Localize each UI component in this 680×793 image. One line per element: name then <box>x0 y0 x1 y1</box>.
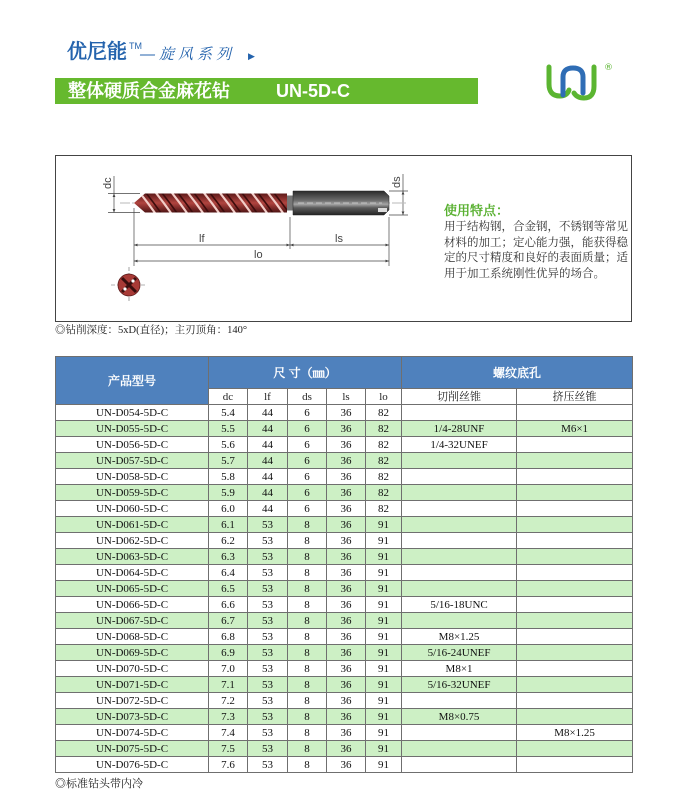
model-header: 产品型号 <box>56 357 209 405</box>
table-row <box>56 549 633 565</box>
dc-cell: 6.2 <box>209 533 248 549</box>
forming-tap-cell <box>517 405 633 421</box>
ds-cell: 8 <box>288 677 327 693</box>
table-row <box>56 453 633 469</box>
lf-cell: 53 <box>248 645 288 661</box>
lf-cell: 44 <box>248 437 288 453</box>
model-cell: UN-D075-5D-C <box>56 741 209 757</box>
ls-cell: 36 <box>327 613 366 629</box>
lf-cell: 53 <box>248 725 288 741</box>
dc-cell: 6.5 <box>209 581 248 597</box>
table-row <box>56 565 633 581</box>
dc-cell: 7.0 <box>209 661 248 677</box>
drill-flute <box>132 193 290 213</box>
cutting-tap-cell <box>402 453 517 469</box>
ls-cell: 36 <box>327 757 366 773</box>
dc-cell: 5.5 <box>209 421 248 437</box>
lo-cell: 91 <box>366 613 402 629</box>
ds-cell: 6 <box>288 469 327 485</box>
ls-cell: 36 <box>327 581 366 597</box>
cutting-tap-cell <box>402 405 517 421</box>
model-cell: UN-D060-5D-C <box>56 501 209 517</box>
features-line: 用于加工系统刚性优异的场合。 <box>444 267 605 280</box>
drill-end-view-icon <box>111 267 147 303</box>
ls-cell: 36 <box>327 517 366 533</box>
ls-cell: 36 <box>327 693 366 709</box>
ds-cell: 8 <box>288 581 327 597</box>
ls-cell: 36 <box>327 709 366 725</box>
lo-cell: 91 <box>366 533 402 549</box>
table-row <box>56 709 633 725</box>
dc-cell: 6.7 <box>209 613 248 629</box>
features-description <box>444 220 630 282</box>
product-figure <box>55 155 632 322</box>
dc-label: dc <box>102 177 114 189</box>
lo-header: lo <box>366 389 402 405</box>
lo-label: lo <box>254 249 263 261</box>
table-row <box>56 581 633 597</box>
table-body <box>56 405 633 773</box>
table-row <box>56 629 633 645</box>
ls-cell: 36 <box>327 501 366 517</box>
model-cell: UN-D074-5D-C <box>56 725 209 741</box>
cutting-tap-cell <box>402 757 517 773</box>
dc-cell: 7.3 <box>209 709 248 725</box>
ls-cell: 36 <box>327 485 366 501</box>
lf-cell: 44 <box>248 421 288 437</box>
ls-cell: 36 <box>327 629 366 645</box>
forming-tap-cell <box>517 693 633 709</box>
model-cell: UN-D063-5D-C <box>56 549 209 565</box>
dc-cell: 7.6 <box>209 757 248 773</box>
forming-tap-header: 挤压丝锥 <box>517 389 633 405</box>
model-cell: UN-D076-5D-C <box>56 757 209 773</box>
dc-cell: 6.0 <box>209 501 248 517</box>
product-code: UN-5D-C <box>276 81 350 101</box>
lf-cell: 53 <box>248 533 288 549</box>
lf-header: lf <box>248 389 288 405</box>
ls-cell: 36 <box>327 533 366 549</box>
lf-label: lf <box>199 233 205 245</box>
lo-cell: 82 <box>366 453 402 469</box>
ls-cell: 36 <box>327 405 366 421</box>
table-row <box>56 645 633 661</box>
model-cell: UN-D057-5D-C <box>56 453 209 469</box>
lf-cell: 53 <box>248 517 288 533</box>
table-row <box>56 485 633 501</box>
dc-cell: 5.7 <box>209 453 248 469</box>
table-row <box>56 469 633 485</box>
ds-cell: 8 <box>288 741 327 757</box>
dc-cell: 7.2 <box>209 693 248 709</box>
lf-cell: 53 <box>248 565 288 581</box>
ds-cell: 8 <box>288 597 327 613</box>
cutting-tap-cell: M8×0.75 <box>402 709 517 725</box>
table-row <box>56 421 633 437</box>
dc-cell: 5.8 <box>209 469 248 485</box>
lo-cell: 91 <box>366 741 402 757</box>
ds-cell: 8 <box>288 565 327 581</box>
cutting-tap-header: 切削丝锥 <box>402 389 517 405</box>
cutting-tap-cell <box>402 485 517 501</box>
ls-cell: 36 <box>327 661 366 677</box>
brand-name: 优尼能 <box>67 41 127 63</box>
lo-cell: 82 <box>366 421 402 437</box>
dc-cell: 6.4 <box>209 565 248 581</box>
table-row <box>56 725 633 741</box>
lo-cell: 82 <box>366 405 402 421</box>
forming-tap-cell <box>517 677 633 693</box>
forming-tap-cell <box>517 485 633 501</box>
model-cell: UN-D065-5D-C <box>56 581 209 597</box>
lo-cell: 82 <box>366 501 402 517</box>
model-cell: UN-D067-5D-C <box>56 613 209 629</box>
ds-cell: 8 <box>288 661 327 677</box>
ls-label: ls <box>335 233 343 245</box>
table-row <box>56 517 633 533</box>
forming-tap-cell: M6×1 <box>517 421 633 437</box>
ds-cell: 6 <box>288 437 327 453</box>
cutting-tap-cell: 1/4-28UNF <box>402 421 517 437</box>
lf-cell: 53 <box>248 757 288 773</box>
model-cell: UN-D059-5D-C <box>56 485 209 501</box>
ds-cell: 8 <box>288 549 327 565</box>
drill-neck <box>287 196 293 211</box>
lo-cell: 91 <box>366 629 402 645</box>
features-line: 定的尺寸精度和良好的表面质量；适 <box>444 252 628 264</box>
ls-cell: 36 <box>327 645 366 661</box>
model-cell: UN-D054-5D-C <box>56 405 209 421</box>
cutting-tap-cell <box>402 693 517 709</box>
forming-tap-cell <box>517 517 633 533</box>
model-cell: UN-D061-5D-C <box>56 517 209 533</box>
model-cell: UN-D068-5D-C <box>56 629 209 645</box>
model-cell: UN-D070-5D-C <box>56 661 209 677</box>
lf-cell: 53 <box>248 613 288 629</box>
cutting-tap-cell <box>402 741 517 757</box>
forming-tap-cell <box>517 645 633 661</box>
cutting-tap-cell: M8×1.25 <box>402 629 517 645</box>
forming-tap-cell <box>517 469 633 485</box>
lo-cell: 91 <box>366 757 402 773</box>
dc-cell: 7.5 <box>209 741 248 757</box>
cutting-tap-cell <box>402 725 517 741</box>
lo-cell: 82 <box>366 469 402 485</box>
dc-cell: 6.1 <box>209 517 248 533</box>
lf-cell: 44 <box>248 485 288 501</box>
table-row <box>56 693 633 709</box>
model-cell: UN-D066-5D-C <box>56 597 209 613</box>
coolant-hole <box>123 287 126 290</box>
cutting-tap-cell <box>402 613 517 629</box>
cutting-tap-cell: M8×1 <box>402 661 517 677</box>
lo-cell: 91 <box>366 565 402 581</box>
table-row <box>56 757 633 773</box>
forming-tap-cell <box>517 597 633 613</box>
lo-cell: 82 <box>366 437 402 453</box>
table-row <box>56 597 633 613</box>
dc-header: dc <box>209 389 248 405</box>
forming-tap-cell <box>517 533 633 549</box>
cutting-tap-cell <box>402 549 517 565</box>
forming-tap-cell <box>517 565 633 581</box>
table-header-row <box>56 357 633 389</box>
ls-cell: 36 <box>327 453 366 469</box>
features-line: 用于结构钢，合金钢，不锈钢等常见 <box>444 221 628 233</box>
lo-cell: 91 <box>366 677 402 693</box>
dc-cell: 6.3 <box>209 549 248 565</box>
cutting-tap-cell: 5/16-24UNEF <box>402 645 517 661</box>
dc-cell: 6.8 <box>209 629 248 645</box>
lo-cell: 91 <box>366 581 402 597</box>
cutting-tap-cell <box>402 533 517 549</box>
lo-cell: 91 <box>366 517 402 533</box>
model-cell: UN-D064-5D-C <box>56 565 209 581</box>
lf-cell: 53 <box>248 629 288 645</box>
table-row <box>56 533 633 549</box>
table-row <box>56 677 633 693</box>
ds-cell: 8 <box>288 645 327 661</box>
dc-cell: 5.9 <box>209 485 248 501</box>
lf-cell: 53 <box>248 677 288 693</box>
lo-cell: 91 <box>366 661 402 677</box>
ds-cell: 8 <box>288 709 327 725</box>
ds-cell: 8 <box>288 725 327 741</box>
series-name: —旋风系列 <box>140 46 236 63</box>
ds-cell: 8 <box>288 533 327 549</box>
ds-label: ds <box>391 176 403 188</box>
registered-mark: ® <box>604 63 613 73</box>
ds-cell: 8 <box>288 757 327 773</box>
model-cell: UN-D062-5D-C <box>56 533 209 549</box>
cutting-tap-cell <box>402 517 517 533</box>
cutting-tap-cell <box>402 469 517 485</box>
lf-cell: 53 <box>248 709 288 725</box>
spec-table <box>55 356 633 773</box>
lo-cell: 91 <box>366 725 402 741</box>
internal-coolant-note: ◎标准钻头带内冷 <box>55 778 143 790</box>
lo-cell: 91 <box>366 549 402 565</box>
dc-cell: 7.4 <box>209 725 248 741</box>
trademark-mark: TM <box>129 41 142 51</box>
lf-cell: 53 <box>248 661 288 677</box>
ls-cell: 36 <box>327 421 366 437</box>
lf-cell: 53 <box>248 549 288 565</box>
model-cell: UN-D056-5D-C <box>56 437 209 453</box>
model-cell: UN-D058-5D-C <box>56 469 209 485</box>
ds-header: ds <box>288 389 327 405</box>
forming-tap-cell <box>517 709 633 725</box>
lf-cell: 53 <box>248 693 288 709</box>
dc-cell: 6.6 <box>209 597 248 613</box>
ds-cell: 6 <box>288 501 327 517</box>
product-name: 整体硬质合金麻花钻 <box>68 81 230 101</box>
forming-tap-cell <box>517 629 633 645</box>
forming-tap-cell <box>517 549 633 565</box>
table-row <box>56 437 633 453</box>
dimensions-header: 尺 寸（㎜） <box>209 357 402 389</box>
ls-cell: 36 <box>327 549 366 565</box>
drill-drawing <box>56 156 436 319</box>
lf-cell: 44 <box>248 501 288 517</box>
table-row <box>56 405 633 421</box>
lo-cell: 91 <box>366 709 402 725</box>
lo-cell: 91 <box>366 597 402 613</box>
ds-cell: 8 <box>288 629 327 645</box>
forming-tap-cell <box>517 661 633 677</box>
table-row <box>56 741 633 757</box>
ds-cell: 8 <box>288 693 327 709</box>
forming-tap-cell: M8×1.25 <box>517 725 633 741</box>
ds-cell: 6 <box>288 421 327 437</box>
cutting-tap-cell <box>402 581 517 597</box>
cutting-tap-cell: 5/16-18UNC <box>402 597 517 613</box>
table-row <box>56 613 633 629</box>
model-cell: UN-D073-5D-C <box>56 709 209 725</box>
ls-cell: 36 <box>327 565 366 581</box>
ds-cell: 6 <box>288 405 327 421</box>
dc-cell: 5.4 <box>209 405 248 421</box>
features-title: 使用特点： <box>444 203 510 218</box>
ls-cell: 36 <box>327 437 366 453</box>
cutting-tap-cell <box>402 565 517 581</box>
ds-cell: 8 <box>288 517 327 533</box>
model-cell: UN-D072-5D-C <box>56 693 209 709</box>
coolant-hole <box>131 279 134 282</box>
dc-cell: 5.6 <box>209 437 248 453</box>
forming-tap-cell <box>517 501 633 517</box>
forming-tap-cell <box>517 453 633 469</box>
ls-cell: 36 <box>327 597 366 613</box>
product-title-bar <box>55 78 478 104</box>
lf-cell: 44 <box>248 469 288 485</box>
ds-cell: 6 <box>288 453 327 469</box>
lf-cell: 53 <box>248 597 288 613</box>
lf-cell: 53 <box>248 741 288 757</box>
dc-cell: 6.9 <box>209 645 248 661</box>
ds-cell: 8 <box>288 613 327 629</box>
shank-flat <box>378 208 387 212</box>
cutting-tap-cell <box>402 501 517 517</box>
triangle-arrow-icon: ▶ <box>248 51 255 61</box>
model-cell: UN-D055-5D-C <box>56 421 209 437</box>
ds-cell: 6 <box>288 485 327 501</box>
cutting-tap-cell: 1/4-32UNEF <box>402 437 517 453</box>
table-row <box>56 501 633 517</box>
features-line: 材料的加工；定心能力强，能获得稳 <box>444 236 628 249</box>
lo-cell: 91 <box>366 693 402 709</box>
drilling-depth-note: ◎钻削深度：5xD(直径)；主刃顶角：140° <box>55 325 248 336</box>
forming-tap-cell <box>517 757 633 773</box>
dc-cell: 7.1 <box>209 677 248 693</box>
table-row <box>56 661 633 677</box>
model-cell: UN-D071-5D-C <box>56 677 209 693</box>
lo-cell: 82 <box>366 485 402 501</box>
forming-tap-cell <box>517 741 633 757</box>
model-cell: UN-D069-5D-C <box>56 645 209 661</box>
brand-logo <box>542 58 614 104</box>
lo-cell: 91 <box>366 645 402 661</box>
lf-cell: 53 <box>248 581 288 597</box>
thread-hole-header: 螺纹底孔 <box>402 357 633 389</box>
cutting-tap-cell: 5/16-32UNEF <box>402 677 517 693</box>
lf-cell: 44 <box>248 405 288 421</box>
ls-header: ls <box>327 389 366 405</box>
ls-cell: 36 <box>327 469 366 485</box>
lf-cell: 44 <box>248 453 288 469</box>
ls-cell: 36 <box>327 725 366 741</box>
forming-tap-cell <box>517 437 633 453</box>
ls-cell: 36 <box>327 741 366 757</box>
ls-cell: 36 <box>327 677 366 693</box>
forming-tap-cell <box>517 613 633 629</box>
forming-tap-cell <box>517 581 633 597</box>
